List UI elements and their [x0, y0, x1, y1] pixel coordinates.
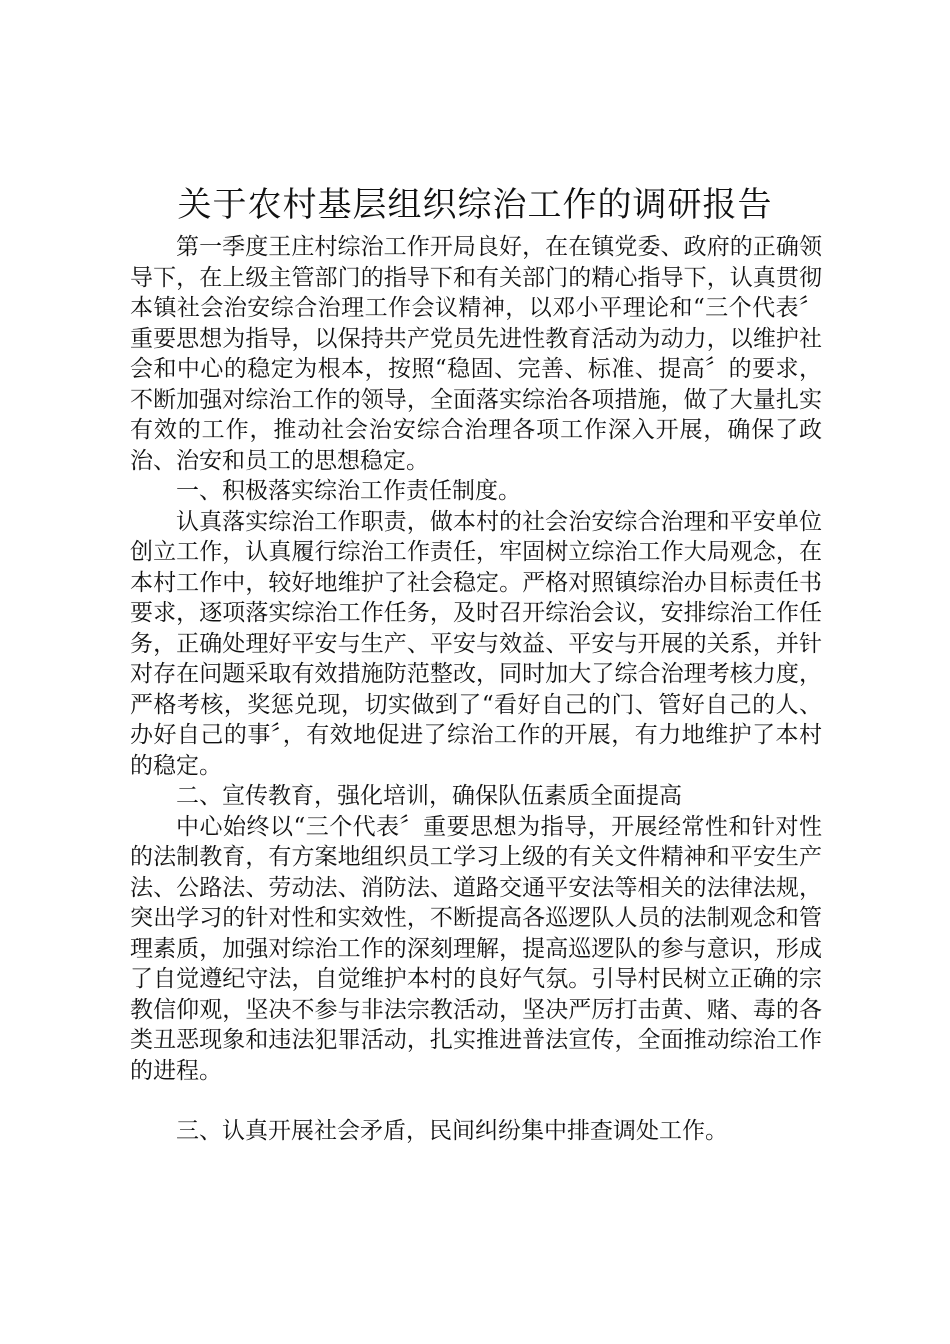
section-heading-1: 一、积极落实综治工作责任制度。	[176, 478, 521, 504]
section-heading-3: 三、认真开展社会矛盾，民间纠纷集中排查调处工作。	[176, 1118, 728, 1144]
document-title: 关于农村基层组织综治工作的调研报告	[177, 185, 773, 225]
section-heading-2: 二、宣传教育，强化培训，确保队伍素质全面提高	[176, 783, 682, 809]
paragraph-intro: 第一季度王庄村综治工作开局良好，在在镇党委、政府的正确领导下，在上级主管部门的指导下和有关部门的精心指导下，认真贯彻本镇社会治安综合治理工作会议精神，以邓小平理论和“三个代表〞重要思想为指导，以保持共产党员先进性教育活动为动力，以维护社会和中心的稳定为根本，按照“稳固、完善、标准、提高〞的要求，不断加强对综治工作的领导，全面落实综治各项措施，做了大量扎实有效的工作，推动社会治安综合治理各项工作深入开展，确保了政治、治安和员工的思想稳定。	[130, 234, 822, 474]
paragraph-section-1: 认真落实综治工作职责，做本村的社会治安综合治理和平安单位创立工作，认真履行综治工作责任，牢固树立综治工作大局观念，在本村工作中，较好地维护了社会稳定。严格对照镇综治办目标责任书要求，逐项落实综治工作任务，及时召开综治会议，安排综治工作任务，正确处理好平安与生产、平安与效益、平安与开展的关系，并针对存在问题采取有效措施防范整改，同时加大了综合治理考核力度，严格考核，奖惩兑现，切实做到了“看好自己的门、管好自己的人、办好自己的事〞，有效地促进了综治工作的开展，有力地维护了本村的稳定。	[130, 508, 822, 779]
document-body	[130, 232, 822, 1147]
paragraph-section-2: 中心始终以“三个代表〞重要思想为指导，开展经常性和针对性的法制教育，有方案地组织员工学习上级的有关文件精神和平安生产法、公路法、劳动法、消防法、道路交通平安法等相关的法律法规，突出学习的针对性和实效性，不断提高各巡逻队人员的法制观念和管理素质，加强对综治工作的深刻理解，提高巡逻队的参与意识，形成了自觉遵纪守法，自觉维护本村的良好气氛。引导村民树立正确的宗教信仰观，坚决不参与非法宗教活动，坚决严厉打击黄、赌、毒的各类丑恶现象和违法犯罪活动，扎实推进普法宣传，全面推动综治工作的进程。	[130, 813, 822, 1084]
